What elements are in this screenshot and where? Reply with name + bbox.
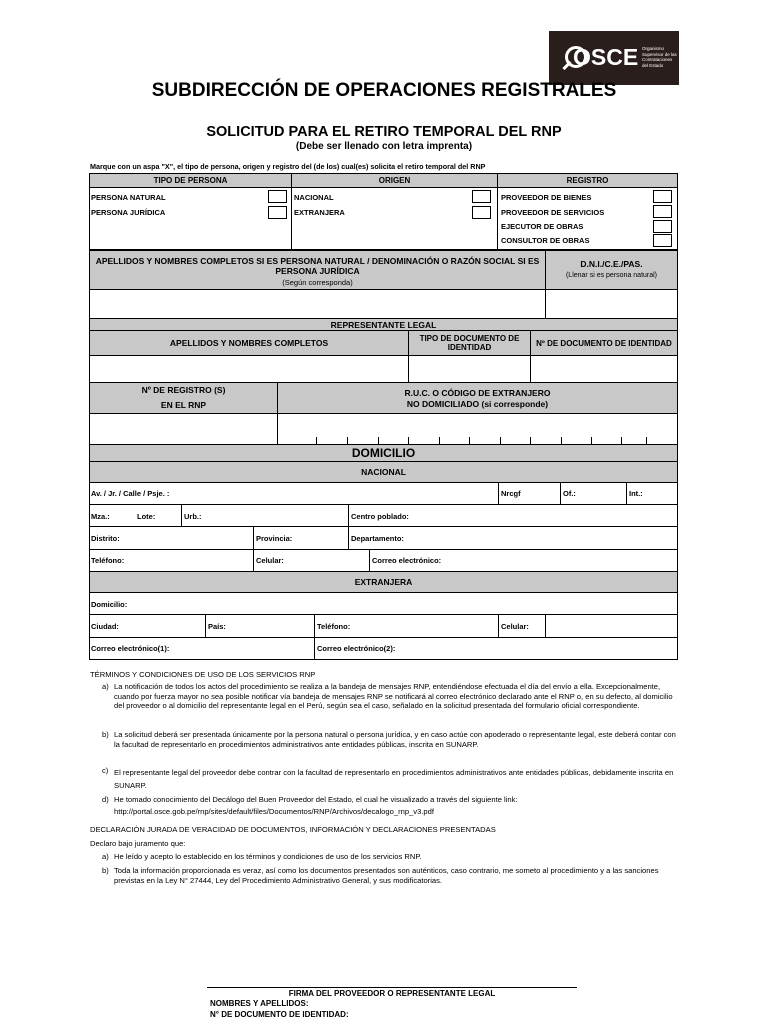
numero-label: Nrcgf: [501, 489, 521, 498]
domicilio-header: DOMICILIO: [89, 444, 678, 462]
signature-document: N° DE DOCUMENTO DE IDENTIDAD:: [210, 1010, 349, 1019]
term-item-b: b) La solicitud deberá ser presentada únicamente por la persona natural o persona jurídica, y en caso actúe con apoderado o representante legal, este deberá contar con la facultad de representarlo en procedimientos administrativos ante entidades públicas, inscrita en SUNARP.: [102, 730, 676, 749]
form-instruction: Marque con un aspa "X", el tipo de persona, origen y registro del (de los) cual(es) solicita el retiro temporal del RNP: [90, 162, 486, 171]
interior-label: Int.:: [629, 489, 643, 498]
rep-doc-type-header: TIPO DE DOCUMENTO DE IDENTIDAD: [408, 330, 531, 356]
lote-label: Lote:: [137, 512, 156, 521]
option-proveedor-bienes: PROVEEDOR DE BIENES: [501, 193, 592, 202]
distrito-label: Distrito:: [91, 534, 120, 543]
declaracion-item-a: a) He leído y acepto lo establecido en los términos y condiciones de uso de los servicios RNP.: [102, 852, 422, 861]
checkbox-consultor-obras[interactable]: [653, 234, 672, 247]
rep-doc-number-header: Nº DE DOCUMENTO DE IDENTIDAD: [530, 330, 678, 356]
extranjera-header: EXTRANJERA: [89, 571, 678, 593]
rep-names-input[interactable]: [89, 355, 409, 383]
osce-logo: [549, 31, 679, 85]
ext-celular-label: Celular:: [501, 622, 529, 631]
checkbox-extranjera[interactable]: [472, 206, 491, 219]
provincia-label: Provincia:: [256, 534, 293, 543]
option-persona-natural: PERSONA NATURAL: [91, 193, 166, 202]
tipo-persona-header: TIPO DE PERSONA: [89, 173, 292, 188]
dni-header: D.N.I./C.E./PAS. (Llenar si es persona natural): [545, 250, 678, 290]
form-note: (Debe ser llenado con letra imprenta): [295, 141, 473, 152]
checkbox-ejecutor-obras[interactable]: [653, 220, 672, 233]
checkbox-nacional[interactable]: [472, 190, 491, 203]
option-consultor-obras: CONSULTOR DE OBRAS: [501, 236, 590, 245]
form-subtitle: SOLICITUD PARA EL RETIRO TEMPORAL DEL RNP: [206, 124, 562, 140]
via-label: Av. / Jr. / Calle / Psje. :: [91, 489, 170, 498]
signature-names: NOMBRES Y APELLIDOS:: [210, 999, 309, 1008]
celular-label: Celular:: [256, 556, 284, 565]
via-input[interactable]: [184, 484, 496, 502]
registro-rnp-header: Nº DE REGISTRO (S) EN EL RNP: [89, 382, 278, 414]
option-ejecutor-obras: EJECUTOR DE OBRAS: [501, 222, 584, 231]
declaracion-title: DECLARACIÓN JURADA DE VERACIDAD DE DOCUMENTOS, INFORMACIÓN Y DECLARACIONES PRESENTADAS: [90, 825, 496, 834]
ext-correo2-label: Correo electrónico(2):: [317, 644, 396, 653]
signature-caption: FIRMA DEL PROVEEDOR O REPRESENTANTE LEGAL: [288, 989, 496, 998]
dni-input[interactable]: [545, 289, 678, 319]
rep-doc-type-input[interactable]: [408, 355, 531, 383]
option-proveedor-servicios: PROVEEDOR DE SERVICIOS: [501, 208, 605, 217]
checkbox-persona-juridica[interactable]: [268, 206, 287, 219]
term-item-c: c) El representante legal del proveedor debe contrar con la facultad de representarlo en procedimientos administrativos ante entidades públicas, debidamente inscrita en SUNARP.: [102, 766, 674, 790]
rep-doc-number-input[interactable]: [530, 355, 678, 383]
terms-title: TÉRMINOS Y CONDICIONES DE USO DE LOS SERVICIOS RNP: [90, 670, 316, 679]
signature-line: [207, 987, 577, 988]
ext-telefono-label: Teléfono:: [317, 622, 351, 631]
rep-names-header: APELLIDOS Y NOMBRES COMPLETOS: [89, 330, 409, 356]
ext-domicilio-label: Domicilio:: [91, 600, 128, 609]
checkbox-persona-natural[interactable]: [268, 190, 287, 203]
nacional-header: NACIONAL: [89, 461, 678, 483]
declaracion-intro: Declaro bajo juramento que:: [90, 839, 186, 848]
declaracion-item-b: b) Toda la información proporcionada es veraz, así como los documentos presentados son auténticos, caso contrario, me someto al procedimiento y a las sanciones previstas en la Ley N° 27444, Ley del Procedimiento Administrativo General, y sus modificatorias.: [102, 866, 659, 885]
ruc-header: R.U.C. O CÓDIGO DE EXTRANJERO NO DOMICILIADO (si corresponde): [277, 382, 678, 414]
origen-header: ORIGEN: [291, 173, 498, 188]
form-title: SUBDIRECCIÓN DE OPERACIONES REGISTRALES: [151, 80, 617, 101]
decalogo-link[interactable]: http://portal.osce.gob.pe/rnp/sites/default/files/Documentos/RNP/Archivos/decalogo_rnp_v3.pdf: [114, 807, 434, 816]
names-header: APELLIDOS Y NOMBRES COMPLETOS SI ES PERSONA NATURAL / DENOMINACIÓN O RAZÓN SOCIAL SI ES PERSONA JURÍDICA (Según corresponda): [89, 250, 546, 290]
ext-ciudad-label: Ciudad:: [91, 622, 119, 631]
correo-label: Correo electrónico:: [372, 556, 442, 565]
oficina-label: Of.:: [563, 489, 576, 498]
option-persona-juridica: PERSONA JURÍDICA: [91, 208, 166, 217]
term-item-d: d) He tomado conocimiento del Decálogo del Buen Proveedor del Estado, el cual he visualizado a través del siguiente link:: [102, 795, 518, 804]
urb-label: Urb.:: [184, 512, 202, 521]
checkbox-proveedor-servicios[interactable]: [653, 205, 672, 218]
registro-header: REGISTRO: [497, 173, 678, 188]
term-item-a: a) La notificación de todos los actos del procedimiento se realiza a la bandeja de mensajes RNP, entendiéndose efectuada el día del envío a ella. Excepcionalmente, cuando por fuerza mayor no sea posible notificar vía bandeja de mensajes RNP se notificará al correo electrónico declarado ante el RNP o, en su defecto, al domicilio del proveedor o al domicilio del representante legal en el Perú, según sea el caso, señalado en la solicitud presentada del formulario oficial correspondiente.: [102, 682, 673, 710]
ruc-input[interactable]: [277, 413, 678, 445]
departamento-label: Departamento:: [351, 534, 404, 543]
option-extranjera: EXTRANJERA: [294, 208, 345, 217]
telefono-label: Teléfono:: [91, 556, 125, 565]
centro-poblado-label: Centro poblado:: [351, 512, 409, 521]
mza-label: Mza.:: [91, 512, 110, 521]
logo-text: OSCE: [573, 44, 639, 70]
representante-header: REPRESENTANTE LEGAL: [89, 318, 678, 331]
option-nacional: NACIONAL: [294, 193, 334, 202]
logo-subtitle: Organismo Supervisor de las Contrataciones del Estado: [642, 46, 677, 68]
names-input[interactable]: [89, 289, 546, 319]
ext-correo1-label: Correo electrónico(1):: [91, 644, 170, 653]
checkbox-proveedor-bienes[interactable]: [653, 190, 672, 203]
registro-rnp-input[interactable]: [89, 413, 278, 445]
ext-pais-label: País:: [208, 622, 226, 631]
